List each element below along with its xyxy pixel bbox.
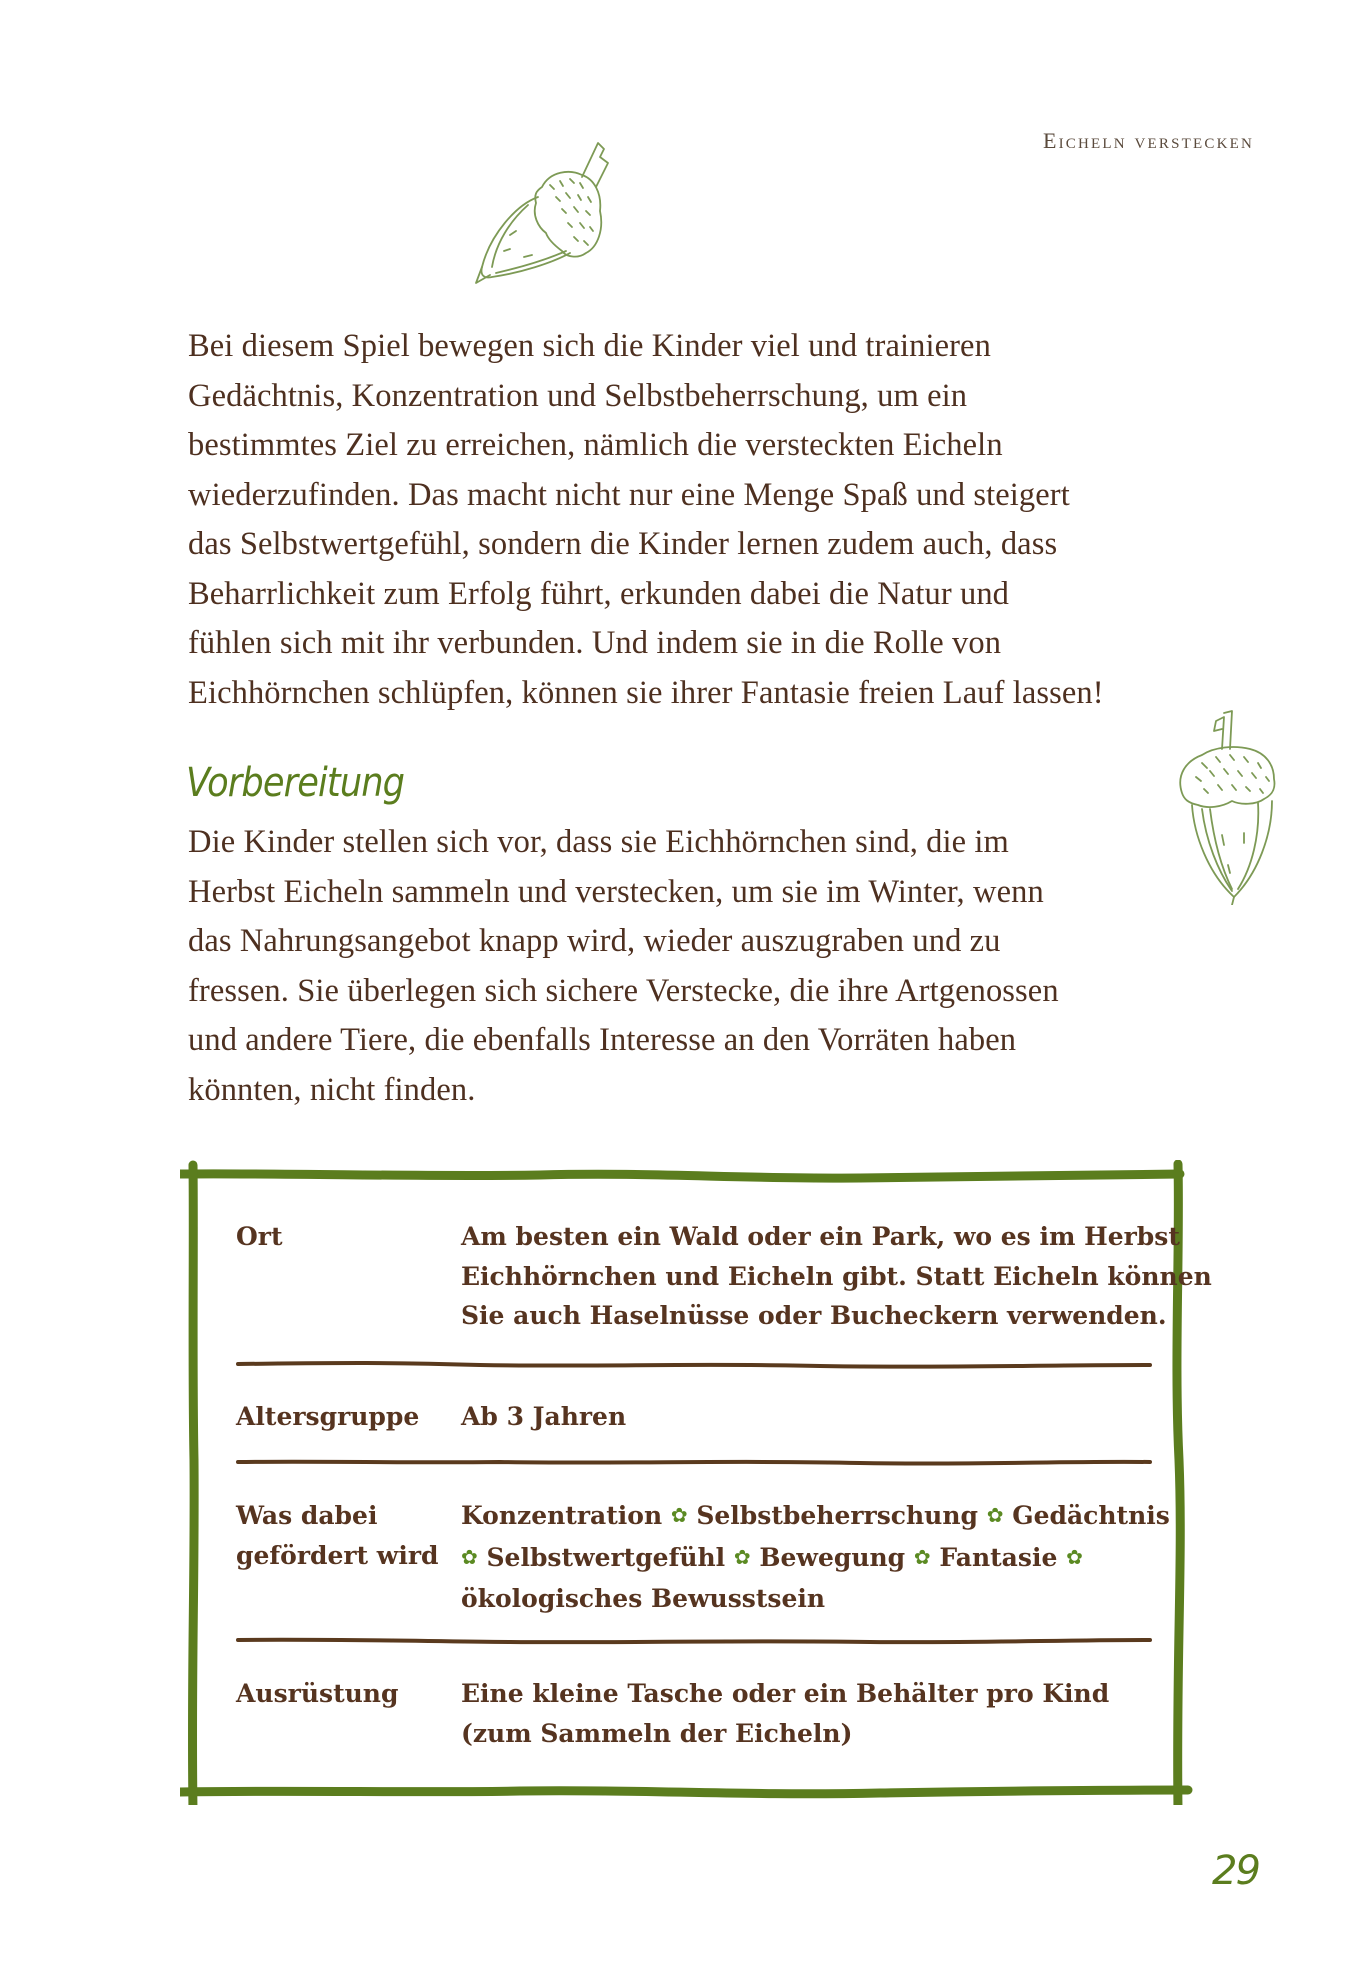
page-number: 29 xyxy=(1212,1848,1259,1894)
value-line xyxy=(461,1579,1171,1619)
skill-item: Fantasie xyxy=(939,1542,1058,1572)
skill-item: Konzentration xyxy=(461,1501,663,1530)
text-line: Gedächtnis, Konzentration und Selbstbeherrschung, um ein xyxy=(188,377,968,414)
value-line xyxy=(461,1496,1171,1538)
skill-item: Bewegung xyxy=(759,1542,906,1572)
row-value xyxy=(461,1674,1171,1753)
row-label xyxy=(236,1496,456,1575)
row-label: Ausrüstung xyxy=(236,1679,399,1708)
text-line: fressen. Sie überlegen sich sichere Verstecke, die ihre Artgenossen xyxy=(188,972,1059,1009)
value-line xyxy=(461,1538,1171,1580)
skill-item: ökologisches Bewusstsein xyxy=(461,1584,826,1613)
text-line: wiederzufinden. Das macht nicht nur eine Menge Spaß und steigert xyxy=(188,476,1070,513)
skills-list xyxy=(461,1496,1171,1619)
text-line: Eichhörnchen schlüpfen, können sie ihrer Fantasie freien Lauf lassen! xyxy=(188,674,1104,711)
row-value xyxy=(461,1397,1171,1437)
value-line: Sie auch Haselnüsse oder Bucheckern verwenden. xyxy=(461,1301,1167,1330)
skill-item: Selbstwertgefühl xyxy=(486,1542,726,1572)
flower-icon: ✿ xyxy=(986,1503,1004,1527)
value-line: Eichhörnchen und Eicheln gibt. Statt Eicheln können xyxy=(461,1261,1212,1291)
label-line: Was dabei xyxy=(236,1501,378,1530)
value-line: (zum Sammeln der Eicheln) xyxy=(461,1718,853,1748)
text-line: könnten, nicht finden. xyxy=(188,1071,476,1108)
skill-item: Selbstbeherrschung xyxy=(696,1501,979,1530)
preparation-paragraph xyxy=(188,818,1188,1115)
row-label: Ort xyxy=(236,1222,283,1251)
flower-icon: ✿ xyxy=(670,1503,688,1527)
label-line: gefördert wird xyxy=(236,1540,439,1570)
row-value xyxy=(461,1217,1212,1336)
flower-icon: ✿ xyxy=(913,1544,931,1569)
value-line: Ab 3 Jahren xyxy=(461,1402,627,1431)
row-label: Altersgruppe xyxy=(236,1402,420,1431)
flower-icon: ✿ xyxy=(1066,1544,1083,1569)
flower-icon: ✿ xyxy=(733,1544,751,1569)
text-line: bestimmtes Ziel zu erreichen, nämlich die versteckten Eicheln xyxy=(188,427,1003,463)
text-line: Beharrlichkeit zum Erfolg führt, erkunden dabei die Natur und xyxy=(188,575,1010,612)
text-line: das Selbstwertgefühl, sondern die Kinder lernen zudem auch, dass xyxy=(188,526,1058,562)
running-head: Eicheln verstecken xyxy=(1042,128,1254,153)
text-line: Herbst Eicheln sammeln und verstecken, um sie im Winter, wenn xyxy=(188,873,1044,910)
text-line: und andere Tiere, die ebenfalls Interesse an den Vorräten haben xyxy=(188,1022,1017,1058)
section-heading: Vorbereitung xyxy=(186,760,405,806)
acorn-icon xyxy=(470,135,620,295)
text-line: fühlen sich mit ihr verbunden. Und indem sie in die Rolle von xyxy=(188,625,1002,661)
value-line: Eine kleine Tasche oder ein Behälter pro Kind xyxy=(461,1679,1110,1708)
info-box xyxy=(180,1160,1212,1805)
skill-item: Gedächtnis xyxy=(1012,1501,1170,1530)
intro-paragraph xyxy=(188,322,1188,718)
text-line: das Nahrungsangebot knapp wird, wieder auszugraben und zu xyxy=(188,923,1001,959)
value-line: Am besten ein Wald oder ein Park, wo es im Herbst xyxy=(461,1222,1180,1251)
text-line: Bei diesem Spiel bewegen sich die Kinder viel und trainieren xyxy=(188,328,991,364)
flower-icon: ✿ xyxy=(461,1544,478,1569)
text-line: Die Kinder stellen sich vor, dass sie Eichhörnchen sind, die im xyxy=(188,824,1009,860)
